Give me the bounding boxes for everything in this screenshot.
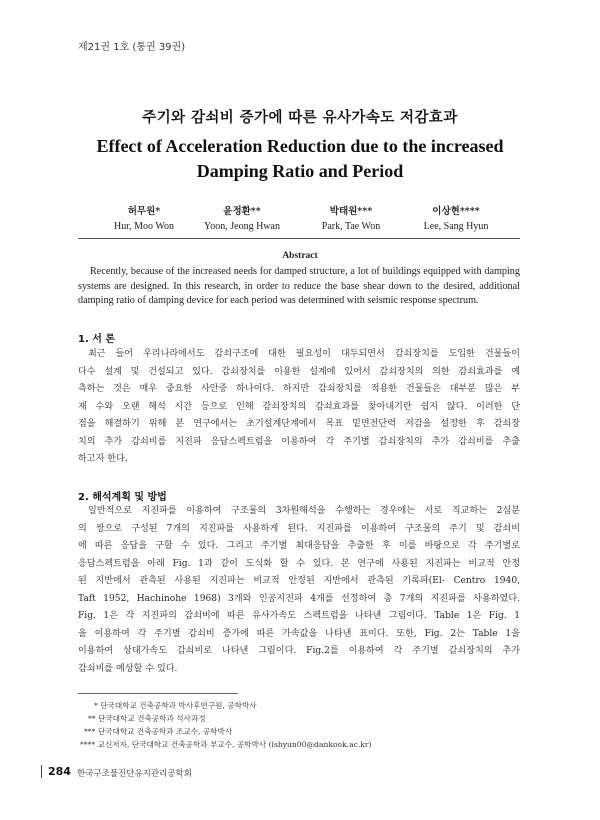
footnote-3 — [84, 726, 232, 737]
section-2-heading: 2. 해석계획 및 방법 — [78, 492, 167, 503]
author-name-en: Hur, Moo Won — [114, 221, 174, 232]
footnote-mark: ** — [88, 714, 96, 723]
footnote-mark: **** — [80, 740, 96, 749]
body-line: 이용하여 상대가속도 감쇠비로 나타낸 그림이다. Fig.2를 이용하여 각 주기별 감쇠장치의 추가 — [78, 646, 520, 656]
paper-title-korean: 주기와 감쇠비 증가에 따른 유사가속도 저감효과 — [142, 109, 458, 126]
footnote-text: 단국대학교 건축공학과 박사후연구원, 공학박사 — [100, 701, 257, 710]
footnote-1 — [94, 700, 257, 711]
running-header: 제21권 1호 (통권 39권) — [78, 42, 186, 53]
header-divider — [78, 238, 520, 239]
abstract-heading: Abstract — [282, 251, 318, 261]
footnote-text: 교신저자, 단국대학교 건축공학과 부교수, 공학박사 (lshyun00@dankook.ac.kr) — [97, 740, 372, 749]
body-line: 감쇠비를 예상할 수 있다. — [78, 663, 178, 674]
body-line: 최근 들어 우리나라에서도 감쇠구조에 대한 필요성이 대두되면서 감쇠장치를 도입한 건물들이 — [88, 349, 520, 359]
body-line: Fig. 1은 각 지진파의 감쇠비에 따른 유사가속도 스펙트럼을 나타낸 그림이다. Table 1은 Fig. 1 — [78, 611, 520, 621]
footnote-text: 단국대학교 건축공학과 석사과정 — [98, 714, 206, 723]
body-line: 에 따른 응답을 구할 수 있다. 그리고 주기별 최대응답을 추출한 후 이를 바탕으로 각 주기별로 — [78, 541, 520, 551]
body-line: 치의 추가 감쇠비를 지진파 응답스펙트럼을 이용하여 각 주기별 감쇠장치의 추가 감쇠비를 추출 — [78, 436, 520, 447]
body-line: 다수 설계 및 건설되고 있다. 감쇠장치를 이용한 설계에 있어서 감쇠장치의 의한 감쇠효과를 예 — [78, 366, 520, 377]
author-name-ko: 윤정환** — [223, 206, 261, 217]
section-2-body — [78, 503, 520, 678]
author-name-ko: 이상현**** — [432, 206, 480, 217]
footnote-mark: *** — [84, 727, 96, 736]
author-3 — [291, 203, 411, 232]
body-line: 의 쌍으로 구성된 7개의 지진파를 사용하게 된다. 지진파를 이용하여 구조물의 주기 및 감쇠비 — [78, 523, 520, 534]
title-en-line-1: Effect of Acceleration Reduction due to the increased — [96, 136, 504, 156]
author-2 — [182, 203, 302, 232]
author-name-en: Yoon, Jeong Hwan — [204, 221, 280, 232]
body-line: 측하는 것은 매우 중요한 사안중 하나이다. 하지만 감쇠장치를 적용한 건물들은 대부분 많은 부 — [78, 384, 520, 394]
footnote-mark: * — [94, 701, 98, 710]
body-line: 된 지반에서 관측된 사용된 지진파는 비교적 안정된 지반에서 관측된 기록파(El- Centro 1940, — [78, 576, 520, 586]
paper-title-english — [0, 134, 600, 184]
section-1-body — [78, 346, 520, 469]
title-en-line-2: Damping Ratio and Period — [196, 161, 404, 181]
page-number: 284 — [41, 765, 71, 778]
body-line: Taft 1952, Hachinohe 1968) 3개와 인공지진파 4개를 선정하여 총 7개의 지진파를 사용하였다. — [78, 593, 520, 604]
abstract-text: Recently, because of the increased needs for damped structure, a lot of buildings equipped with damping systems are designed. In this research, in order to reduce the base shear down to the desired, additional damping ratio of damping device for each period was determined with seismic response spectrum. — [78, 266, 520, 306]
author-name-en: Lee, Sang Hyun — [423, 221, 489, 232]
journal-name: 한국구조물진단유지관리공학회 — [76, 769, 192, 779]
author-name-en: Park, Tae Won — [321, 221, 381, 232]
author-name-ko: 허무원* — [127, 206, 161, 217]
section-1-heading: 1. 서 론 — [78, 334, 116, 345]
body-line: 재 수와 오랜 해석 시간 등으로 인해 감쇠장치의 감쇠효과를 찾아내기란 쉽지 않다. 이러한 단 — [78, 401, 520, 412]
body-line: 하고자 한다. — [78, 454, 128, 464]
footnote-2 — [88, 713, 206, 724]
body-line: 점을 해결하기 위해 본 연구에서는 초기설계단계에서 목표 밑면전단력 저감을 설정한 후 감쇠장 — [78, 419, 520, 429]
author-4 — [396, 203, 516, 232]
footnote-text: 단국대학교 건축공학과 조교수, 공학박사 — [97, 727, 233, 736]
author-name-ko: 박태원*** — [329, 206, 373, 217]
footnote-4 — [80, 739, 372, 750]
footnote-divider — [78, 693, 238, 694]
body-line: 일반적으로 지진파를 이용하여 구조물의 3차원해석을 수행하는 경우에는 서로 직교하는 2심분 — [88, 506, 520, 516]
body-line: 을 이용하여 각 주기별 감쇠비 증가에 따른 가속값을 나타낸 표이다. 또한, Fig. 2는 Table 1을 — [78, 628, 520, 639]
body-line: 응답스펙트럼을 아래 Fig. 1과 같이 도식화 할 수 있다. 본 연구에 사용된 지진파는 비교적 안정 — [78, 558, 520, 569]
